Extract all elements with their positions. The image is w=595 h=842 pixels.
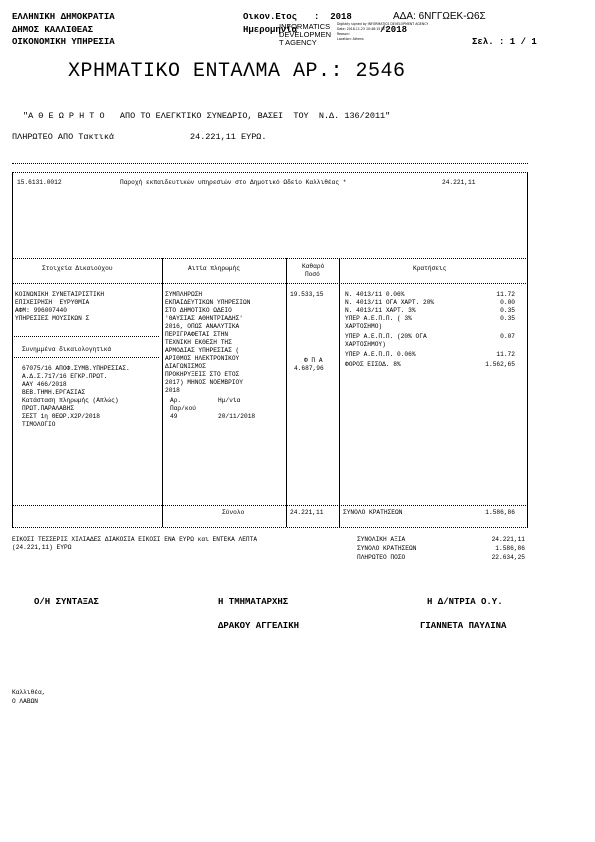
- invoice-date-label: Ημ/νία: [218, 397, 241, 404]
- deduction-label: ΧΑΡΤΟΣΗΜΟ): [345, 323, 383, 330]
- deduction-value: 0.35: [500, 315, 515, 322]
- header-beneficiary: Στοιχεία Δικαιούχου: [42, 265, 113, 272]
- beneficiary-line: ΕΠΙΧΕΙΡΗΣΗ ΕΥΡΥΘΜΙΑ: [15, 299, 90, 306]
- line-item-description: Παροχή εκπαιδευτικών υπηρεσιών στο Δημοτικό Ωδείο Καλλιθέας *: [120, 179, 347, 186]
- supporting-doc: ΒΕΒ.ΤΗΜΗ.ΕΡΓΑΣΙΑΣ: [22, 389, 86, 396]
- date-value: /2018: [380, 25, 408, 35]
- summary-value: 1.586,86: [495, 545, 525, 552]
- deduction-label: Ν. 4013/11 ΟΓΑ ΧΑΡΤ. 20%: [345, 299, 435, 306]
- totals-net: 24.221,11: [290, 509, 324, 516]
- signature-name-head: ΔΡΑΚΟΥ ΑΓΓΕΛΙΚΗ: [218, 621, 300, 631]
- invoice-number-label: Αρ.: [170, 397, 182, 404]
- header-cause: Αιτία πληρωμής: [188, 265, 240, 272]
- page-indicator: Σελ. : 1 / 1: [472, 37, 537, 47]
- net-amount: 19.533,15: [290, 291, 324, 298]
- beneficiary-line: ΥΠΗΡΕΣΙΕΣ ΜΟΥΣΙΚΩΝ Σ: [15, 315, 90, 322]
- supporting-doc: ΤΙΜΟΛΟΓΙΟ: [22, 421, 56, 428]
- ada-code: ΑΔΑ: 6ΝΓΓΩΕΚ-Ω6Σ: [393, 11, 486, 22]
- signature-role-head: Η ΤΜΗΜΑΤΑΡΧΗΣ: [218, 597, 289, 607]
- digital-signature-stamp: [279, 22, 429, 50]
- summary-label: ΣΥΝΟΛΙΚΗ ΑΞΙΑ: [357, 536, 406, 543]
- date-label: Ημερομηνία: [243, 25, 298, 35]
- cause-line: 'ΘΑΥΣΙΑΣ ΑΘΗΝΤΡΙΑΔΗΣ': [165, 315, 243, 322]
- totals-top-rule: [12, 505, 528, 506]
- cause-line: 2016, ΟΠΩΣ ΑΝΑΛΥΤΙΚΑ: [165, 323, 240, 330]
- deduction-value: 0.00: [500, 299, 515, 306]
- stamp-detail-3: Reason:: [337, 32, 350, 36]
- cause-line: ΕΚΠΑΙΔΕΥΤΙΚΩΝ ΥΠΗΡΕΣΙΩΝ: [165, 299, 251, 306]
- cause-line: ΔΙΑΓΩΝΙΣΜΟΣ: [165, 363, 206, 370]
- stamp-line-3: T AGENCY: [279, 38, 317, 47]
- stamp-detail-2: Date: 2018.11.23 10:48:15 EET: [337, 27, 388, 31]
- deduction-label: Ν. 4013/11 ΧΑΡΤ. 3%: [345, 307, 416, 314]
- signature-role-author: Ο/Η ΣΥΝΤΑΞΑΣ: [34, 597, 99, 607]
- totals-label: Σύνολο: [222, 509, 245, 516]
- supporting-doc: ΠΡΩΤ.ΠΑΡΑΛΑΒΗΣ: [22, 405, 74, 412]
- cause-line: ΠΕΡΙΓΡΑΦΕΤΑΙ ΣΤΗΝ: [165, 331, 229, 338]
- vat-label: Φ Π Α: [304, 357, 323, 364]
- deduction-label: ΥΠΕΡ Α.Ε.Π.Π. ( 3%: [345, 315, 412, 322]
- footer-receiver: Ο ΛΑΒΩΝ: [12, 698, 38, 705]
- summary-value: 24.221,11: [491, 536, 525, 543]
- beneficiary-line: ΑΦΜ: 996007440: [15, 307, 67, 314]
- docs-bottom-rule: [14, 357, 159, 358]
- supporting-doc: 67075/16 ΑΠΟΦ.ΣΥΜΒ.ΥΠΗΡΕΣΙΑΣ.: [22, 365, 130, 372]
- cause-line: ΤΕΧΝΙΚΗ ΕΚΘΕΣΗ ΤΗΣ: [165, 339, 232, 346]
- summary-value: 22.634,25: [491, 554, 525, 561]
- columns-bottom-rule: [12, 283, 528, 284]
- deduction-value: 0.07: [500, 333, 515, 340]
- line-item-amount: 24.221,11: [442, 179, 476, 186]
- header-net-2: Ποσό: [305, 271, 320, 278]
- cause-line: ΑΡΜΟΔΙΑΣ ΥΠΗΡΕΣΙΑΣ (: [165, 347, 240, 354]
- cause-line: ΑΡΙΘΜΟΣ ΗΛΕΚΤΡΟΝΙΚΟΥ: [165, 355, 240, 362]
- totals-deductions-label: ΣΥΝΟΛΟ ΚΡΑΤΗΣΕΩΝ: [343, 509, 403, 516]
- fiscal-year-label: Οικον.Ετος: [243, 12, 298, 22]
- header-deductions: Κρατήσεις: [413, 265, 447, 272]
- vat-amount: 4.687,96: [294, 365, 324, 372]
- summary-label: ΣΥΝΟΛΟ ΚΡΑΤΗΣΕΩΝ: [357, 545, 417, 552]
- cause-line: 2018: [165, 387, 180, 394]
- table-bottom-rule: [12, 527, 528, 528]
- cause-line: ΣΤΟ ΔΗΜΟΤΙΚΟ ΩΔΕΙΟ: [165, 307, 232, 314]
- deduction-label: ΦΟΡΟΣ ΕΙΣΟΔ. 8%: [345, 361, 401, 368]
- column-separator-2: [286, 258, 287, 527]
- table-top-rule-2: [12, 172, 528, 173]
- signature-name-director: ΓΙΑΝΝΕΤΑ ΠΑΥΛΙΝΑ: [420, 621, 507, 631]
- issuer-line-2: ΔΗΜΟΣ ΚΑΛΛΙΘΕΑΣ: [12, 25, 94, 35]
- document-title: ΧΡΗΜΑΤΙΚΟ ΕΝΤΑΛΜΑ ΑΡ.: 2546: [68, 60, 406, 83]
- issuer-line-3: ΟΙΚΟΝΟΜΙΚΗ ΥΠΗΡΕΣΙΑ: [12, 37, 115, 47]
- supporting-doc: Α.Δ.Σ.717/16 ΕΓΚΡ.ΠΡΩΤ.: [22, 373, 108, 380]
- line-item-code: 15.6131.0012: [17, 179, 62, 186]
- footer-place: Καλλιθέα,: [12, 689, 46, 696]
- payable-label: ΠΛΗΡΩΤΕΟ ΑΠΟ Τακτικά: [12, 132, 115, 142]
- deduction-label: Ν. 4013/11 0.06%: [345, 291, 405, 298]
- invoice-date: 20/11/2018: [218, 413, 256, 420]
- deduction-label: ΥΠΕΡ Α.Ε.Π.Π. 0.06%: [345, 351, 416, 358]
- deduction-label: ΧΑΡΤΟΣΗΜΟΥ): [345, 341, 386, 348]
- signature-role-director: Η Δ/ΝΤΡΙΑ Ο.Υ.: [427, 597, 503, 607]
- amount-in-words: ΕΙΚΟΣΙ ΤΕΣΣΕΡΙΣ ΧΙΛΙΑΔΕΣ ΔΙΑΚΟΣΙΑ ΕΙΚΟΣΙ ΕΝΑ ΕΥΡΩ και ΕΝΤΕΚΑ ΛΕΠΤΑ: [12, 536, 258, 543]
- cause-line: 2017) ΜΗΝΟΣ ΝΟΕΜΒΡΙΟΥ: [165, 379, 243, 386]
- column-separator-1: [162, 258, 163, 527]
- fiscal-year-value: : 2018: [314, 12, 352, 22]
- summary-label: ΠΛΗΡΩΤΕΟ ΠΟΣΟ: [357, 554, 406, 561]
- supporting-doc: Κατάσταση πληρωμής (Απλώς): [22, 397, 119, 404]
- columns-top-rule: [12, 258, 528, 259]
- deduction-value: 0.35: [500, 307, 515, 314]
- column-separator-3: [339, 258, 340, 527]
- supporting-docs-label: Συνημμένα δικαιολογητικά: [22, 346, 112, 353]
- docs-top-rule: [14, 336, 159, 337]
- deduction-label: ΥΠΕΡ Α.Ε.Π.Π. (20% ΟΓΑ: [345, 333, 427, 340]
- totals-deductions-value: 1.586,86: [485, 509, 515, 516]
- amount-in-figures: (24.221,11) ΕΥΡΩ: [12, 544, 72, 551]
- table-left-border: [12, 172, 13, 527]
- cause-line: ΠΡΟΚΗΡΥΞΕΙΣ ΣΤΟ ΕΤΟΣ: [165, 371, 240, 378]
- deduction-value: 1.562,65: [485, 361, 515, 368]
- deduction-value: 11.72: [496, 351, 515, 358]
- issuer-line-1: ΕΛΛΗΝΙΚΗ ΔΗΜΟΚΡΑΤΙΑ: [12, 12, 115, 22]
- stamp-detail-4: Location: Athens: [337, 37, 364, 41]
- stamp-detail-1: Digitally signed by INFORMATICS DEVELOPMENT AGENCY: [337, 22, 429, 26]
- beneficiary-line: ΚΟΙΝΩΝΙΚΗ ΣΥΝΕΤΑΙΡΙΣΤΙΚΗ: [15, 291, 105, 298]
- deduction-value: 11.72: [496, 291, 515, 298]
- payable-amount: 24.221,11 ΕΥΡΩ.: [190, 132, 267, 142]
- table-top-rule: [12, 163, 528, 164]
- header-net-1: Καθαρό: [302, 263, 325, 270]
- stamp-line-1: INFORMATICS: [279, 22, 331, 31]
- table-right-border: [527, 172, 528, 527]
- cause-line: ΣΥΜΠΛΗΡΩΣΗ: [165, 291, 203, 298]
- invoice-number: 49: [170, 413, 178, 420]
- stamp-line-2: DEVELOPMEN: [279, 30, 332, 39]
- supporting-doc: ΣΕΣΤ 1η ΘΕΩΡ.Χ2Ρ/2018: [22, 413, 100, 420]
- notice-line: "Α Θ Ε Ω Ρ Η Τ Ο ΑΠΟ ΤΟ ΕΛΕΓΚΤΙΚΟ ΣΥΝΕΔΡΙΟ, ΒΑΣΕΙ ΤΟΥ Ν.Δ. 136/2011": [23, 111, 391, 121]
- supporting-doc: ΑΑΥ 466/2018: [22, 381, 67, 388]
- invoice-doc-label: Παρ/κού: [170, 405, 196, 412]
